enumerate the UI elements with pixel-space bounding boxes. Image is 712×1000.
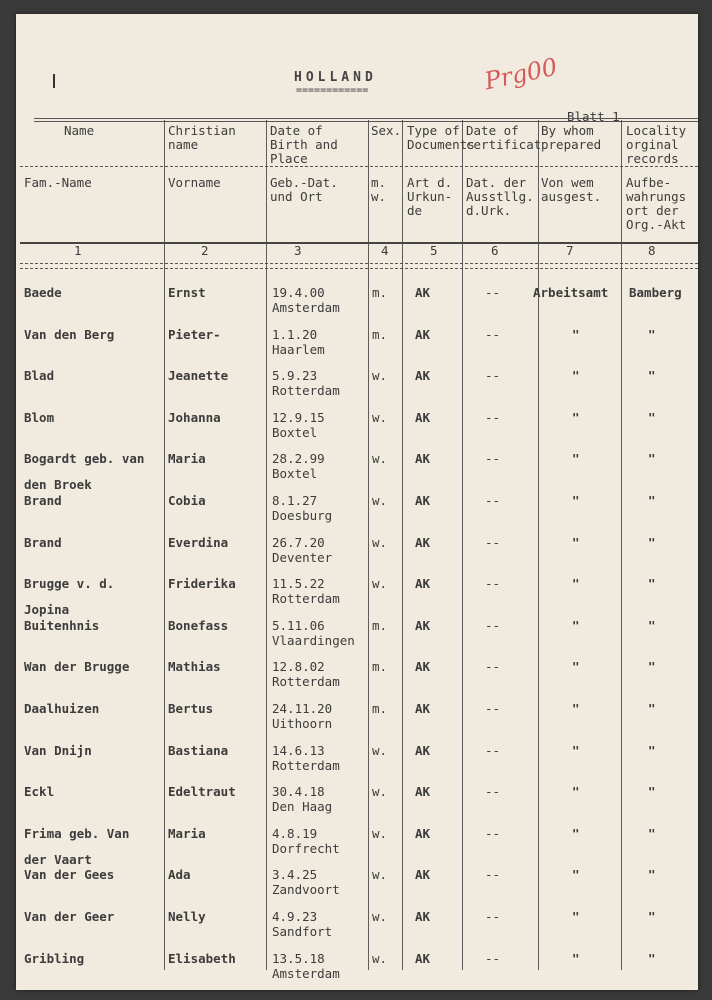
first-name-cell: Friderika [168,576,236,591]
column-header-en: Name [64,123,95,138]
birth-place-cell: Dorfrecht [272,841,340,856]
document-type-cell: AK [415,826,431,841]
document-type-cell: AK [415,327,431,342]
column-header-de: Dat. der Ausstllg. d.Urk. [466,175,534,218]
surname-cell: Frima geb. Van [24,826,130,841]
document-title: HOLLAND [294,70,377,85]
column-separator [621,120,622,970]
certificate-date-cell: -- [485,784,501,799]
prepared-by-cell: " [572,867,580,882]
first-name-cell: Ernst [168,285,206,300]
column-header-en: Christian name [168,123,236,152]
birth-date-cell: 8.1.27 [272,493,318,508]
birth-place-cell: Rotterdam [272,674,340,689]
birth-date-cell: 30.4.18 [272,784,325,799]
surname-cell: Van der Gees [24,867,115,882]
sex-cell: w. [372,410,388,425]
surname-cell: Brand [24,493,62,508]
first-name-cell: Pieter- [168,327,221,342]
birth-place-cell: Doesburg [272,508,333,523]
column-separator [164,120,165,970]
birth-place-cell: Uithoorn [272,716,333,731]
birth-place-cell: Boxtel [272,425,318,440]
surname-cell: Van den Berg [24,327,115,342]
sex-cell: w. [372,784,388,799]
column-header-de: Aufbe- wahrungs ort der Org.-Akt [626,175,687,232]
document-type-cell: AK [415,909,431,924]
prepared-by-cell: " [572,410,580,425]
surname-cell: Van der Geer [24,909,115,924]
first-name-cell: Everdina [168,535,229,550]
certificate-date-cell: -- [485,451,501,466]
record-locality-cell: " [648,951,656,966]
record-locality-cell: Bamberg [629,285,682,300]
document-type-cell: AK [415,701,431,716]
column-number: 5 [430,243,438,258]
certificate-date-cell: -- [485,368,501,383]
column-separator [402,120,403,970]
birth-place-cell: Rotterdam [272,383,340,398]
sex-cell: w. [372,743,388,758]
certificate-date-cell: -- [485,285,501,300]
record-locality-cell: " [648,743,656,758]
certificate-date-cell: -- [485,576,501,591]
header-bottom-rule [20,242,698,244]
document-type-cell: AK [415,784,431,799]
column-number: 8 [648,243,656,258]
surname-continued-cell: den Broek [24,477,92,492]
record-locality-cell: " [648,618,656,633]
prepared-by-cell: " [572,784,580,799]
record-locality-cell: " [648,451,656,466]
sex-cell: w. [372,368,388,383]
birth-date-cell: 11.5.22 [272,576,325,591]
surname-cell: Brand [24,535,62,550]
document-type-cell: AK [415,285,431,300]
birth-date-cell: 4.8.19 [272,826,318,841]
birth-place-cell: Den Haag [272,799,333,814]
record-locality-cell: " [648,909,656,924]
certificate-date-cell: -- [485,535,501,550]
first-name-cell: Mathias [168,659,221,674]
first-name-cell: Elisabeth [168,951,236,966]
column-number: 1 [74,243,82,258]
header-number-rule-1 [20,263,698,264]
birth-date-cell: 12.9.15 [272,410,325,425]
sex-cell: m. [372,327,388,342]
record-locality-cell: " [648,659,656,674]
first-name-cell: Bertus [168,701,214,716]
record-locality-cell: " [648,784,656,799]
birth-date-cell: 3.4.25 [272,867,318,882]
column-number: 4 [381,243,389,258]
birth-date-cell: 13.5.18 [272,951,325,966]
birth-place-cell: Sandfort [272,924,333,939]
birth-date-cell: 19.4.00 [272,285,325,300]
surname-cell: Van Dnijn [24,743,92,758]
document-type-cell: AK [415,743,431,758]
birth-place-cell: Amsterdam [272,300,340,315]
prepared-by-cell: " [572,368,580,383]
first-name-cell: Edeltraut [168,784,236,799]
margin-mark [53,74,55,88]
birth-date-cell: 24.11.20 [272,701,333,716]
prepared-by-cell: " [572,909,580,924]
column-header-en: Sex. [371,123,402,138]
certificate-date-cell: -- [485,826,501,841]
surname-cell: Baede [24,285,62,300]
sex-cell: w. [372,576,388,591]
sex-cell: w. [372,451,388,466]
prepared-by-cell: " [572,327,580,342]
header-number-rule-2 [20,268,698,269]
sex-cell: w. [372,909,388,924]
document-type-cell: AK [415,659,431,674]
column-header-en: Type of Documents [407,123,475,152]
birth-place-cell: Zandvoort [272,882,340,897]
birth-place-cell: Rotterdam [272,591,340,606]
birth-date-cell: 5.9.23 [272,368,318,383]
birth-date-cell: 12.8.02 [272,659,325,674]
surname-cell: Eckl [24,784,55,799]
document-type-cell: AK [415,618,431,633]
column-number: 6 [491,243,499,258]
document-type-cell: AK [415,951,431,966]
birth-date-cell: 5.11.06 [272,618,325,633]
surname-cell: Brugge v. d. [24,576,115,591]
document-sheet [16,14,698,990]
sex-cell: m. [372,285,388,300]
column-number: 7 [566,243,574,258]
prepared-by-cell: " [572,951,580,966]
record-locality-cell: " [648,327,656,342]
surname-cell: Blom [24,410,55,425]
surname-cell: Daalhuizen [24,701,100,716]
sex-cell: w. [372,951,388,966]
prepared-by-cell: " [572,743,580,758]
surname-cell: Buitenhnis [24,618,100,633]
first-name-cell: Cobia [168,493,206,508]
birth-place-cell: Deventer [272,550,333,565]
column-header-de: Art d. Urkun- de [407,175,453,218]
birth-place-cell: Vlaardingen [272,633,355,648]
certificate-date-cell: -- [485,743,501,758]
prepared-by-cell: " [572,618,580,633]
sex-cell: w. [372,493,388,508]
surname-continued-cell: Jopina [24,602,70,617]
document-type-cell: AK [415,368,431,383]
column-header-de: Fam.-Name [24,175,92,190]
birth-place-cell: Haarlem [272,342,325,357]
document-type-cell: AK [415,493,431,508]
birth-date-cell: 1.1.20 [272,327,318,342]
record-locality-cell: " [648,493,656,508]
prepared-by-cell: " [572,659,580,674]
prepared-by-cell: Arbeitsamt [533,285,609,300]
certificate-date-cell: -- [485,618,501,633]
document-type-cell: AK [415,576,431,591]
surname-cell: Gribling [24,951,85,966]
document-type-cell: AK [415,867,431,882]
first-name-cell: Bonefass [168,618,229,633]
surname-cell: Wan der Brugge [24,659,130,674]
certificate-date-cell: -- [485,410,501,425]
document-type-cell: AK [415,535,431,550]
prepared-by-cell: " [572,535,580,550]
certificate-date-cell: -- [485,701,501,716]
birth-date-cell: 14.6.13 [272,743,325,758]
column-header-en: Date of certificat [466,123,542,152]
sex-cell: m. [372,701,388,716]
sex-cell: w. [372,867,388,882]
column-separator [266,120,267,970]
record-locality-cell: " [648,576,656,591]
column-header-de: Von wem ausgest. [541,175,602,204]
column-separator [538,120,539,970]
pencil-annotation: Prg00 [482,52,560,96]
first-name-cell: Bastiana [168,743,229,758]
document-type-cell: AK [415,451,431,466]
prepared-by-cell: " [572,701,580,716]
column-separator [368,120,369,970]
record-locality-cell: " [648,410,656,425]
column-header-de: Geb.-Dat. und Ort [270,175,338,204]
prepared-by-cell: " [572,826,580,841]
header-top-rule [34,118,698,122]
first-name-cell: Maria [168,451,206,466]
title-underline: ============ [296,85,369,96]
sex-cell: m. [372,659,388,674]
birth-place-cell: Rotterdam [272,758,340,773]
first-name-cell: Jeanette [168,368,229,383]
prepared-by-cell: " [572,576,580,591]
column-header-en: Locality orginal records [626,123,687,166]
column-number: 3 [294,243,302,258]
certificate-date-cell: -- [485,327,501,342]
first-name-cell: Ada [168,867,191,882]
birth-place-cell: Boxtel [272,466,318,481]
birth-date-cell: 4.9.23 [272,909,318,924]
birth-place-cell: Amsterdam [272,966,340,981]
birth-date-cell: 28.2.99 [272,451,325,466]
birth-date-cell: 26.7.20 [272,535,325,550]
sheet-label: Blatt 1 [567,109,620,124]
certificate-date-cell: -- [485,659,501,674]
first-name-cell: Nelly [168,909,206,924]
record-locality-cell: " [648,368,656,383]
sex-cell: w. [372,535,388,550]
prepared-by-cell: " [572,493,580,508]
certificate-date-cell: -- [485,909,501,924]
record-locality-cell: " [648,867,656,882]
document-type-cell: AK [415,410,431,425]
surname-cell: Blad [24,368,55,383]
column-header-en: Date of Birth and Place [270,123,338,166]
column-header-en: By whom prepared [541,123,602,152]
certificate-date-cell: -- [485,493,501,508]
surname-cell: Bogardt geb. van [24,451,145,466]
record-locality-cell: " [648,826,656,841]
column-header-de: Vorname [168,175,221,190]
column-header-de: m. w. [371,175,387,204]
header-mid-rule [20,166,698,167]
prepared-by-cell: " [572,451,580,466]
column-separator [462,120,463,970]
record-locality-cell: " [648,535,656,550]
surname-continued-cell: der Vaart [24,852,92,867]
certificate-date-cell: -- [485,951,501,966]
certificate-date-cell: -- [485,867,501,882]
first-name-cell: Johanna [168,410,221,425]
record-locality-cell: " [648,701,656,716]
first-name-cell: Maria [168,826,206,841]
sex-cell: w. [372,826,388,841]
column-number: 2 [201,243,209,258]
sex-cell: m. [372,618,388,633]
